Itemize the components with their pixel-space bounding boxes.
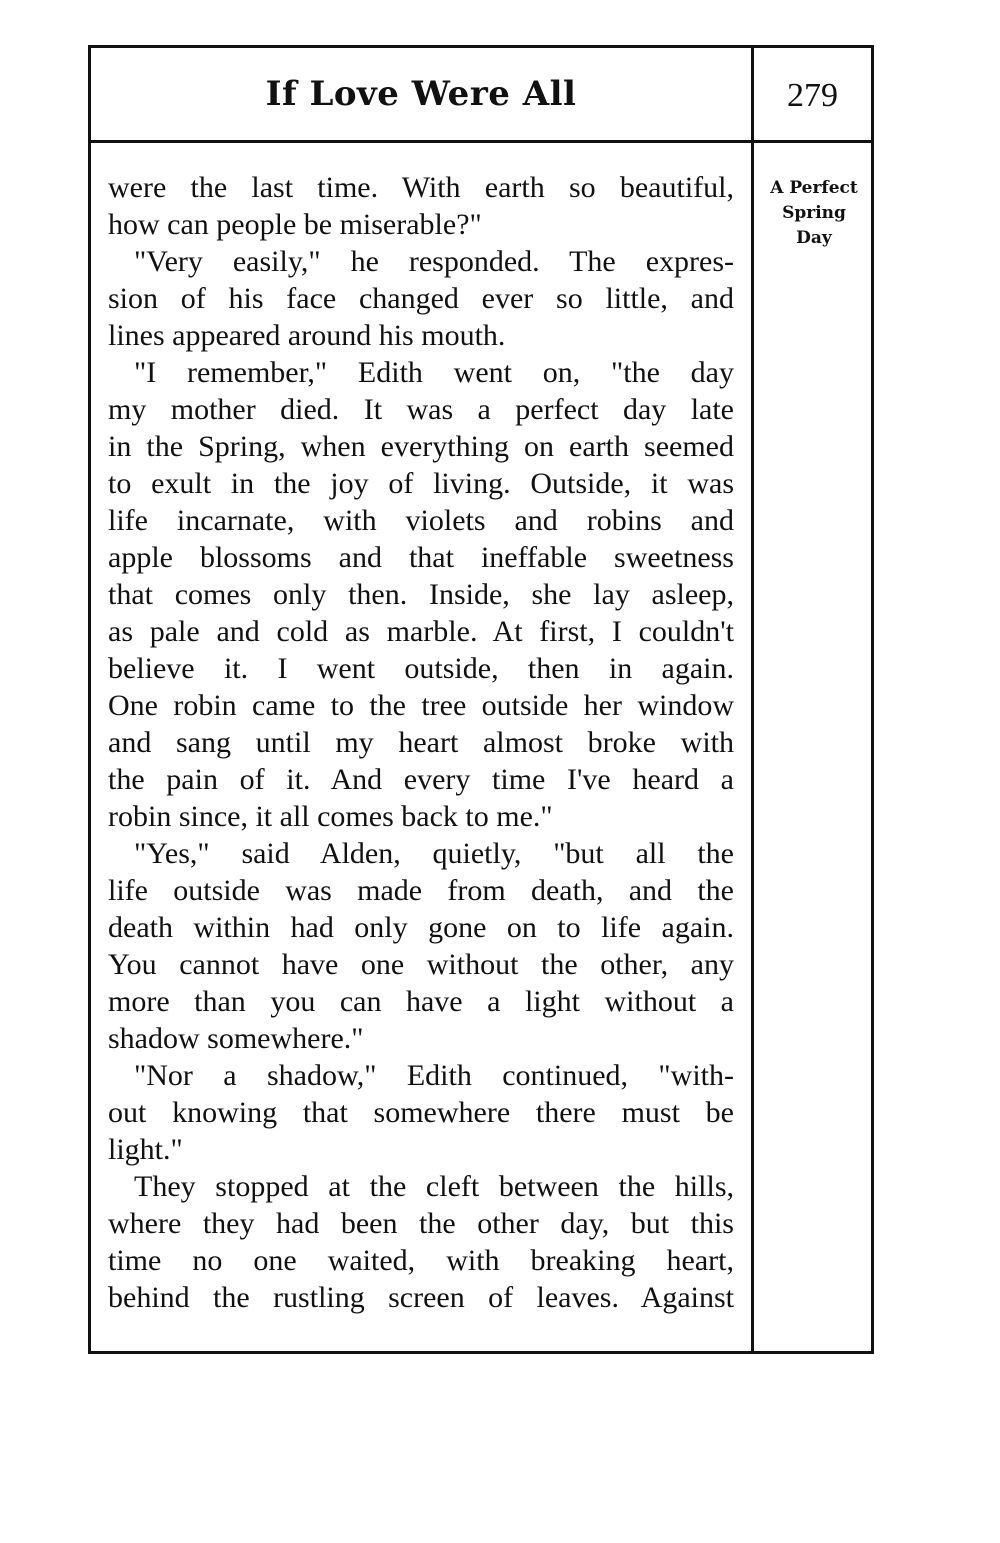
text-line: robin since, it all comes back to me." [108,800,553,833]
text-line: "I remember," Edith went on, "the day [134,356,734,389]
text-line: "Very easily," he responded. The expres- [134,245,734,278]
marginal-note-line: A Perfect [770,178,858,198]
body-text [108,169,734,1316]
text-line: believe it. I went outside, then in again. [108,652,734,685]
text-line: time no one waited, with breaking heart, [108,1244,734,1277]
text-line: One robin came to the tree outside her window [108,689,734,722]
text-line: death within had only gone on to life again. [108,911,734,944]
marginal-note-line: Day [796,228,832,248]
text-line: "Yes," said Alden, quietly, "but all the [134,837,734,870]
page-number: 279 [787,77,838,114]
text-line: apple blossoms and that ineffable sweetness [108,541,734,574]
text-line: They stopped at the cleft between the hills, [134,1170,734,1203]
text-line: that comes only then. Inside, she lay asleep, [108,578,734,611]
text-line: light." [108,1133,183,1166]
text-line: were the last time. With earth so beautiful, [108,171,734,204]
text-line: the pain of it. And every time I've heard a [108,763,734,796]
text-line: "Nor a shadow," Edith continued, "with- [134,1059,734,1092]
margin-divider [751,45,754,1354]
text-line: life incarnate, with violets and robins and [108,504,734,537]
text-line: as pale and cold as marble. At first, I couldn't [108,615,734,648]
text-line: shadow somewhere." [108,1022,364,1055]
marginal-note-line: Spring [782,203,846,223]
text-line: where they had been the other day, but this [108,1207,734,1240]
text-line: my mother died. It was a perfect day late [108,393,734,426]
text-line: behind the rustling screen of leaves. Against [108,1281,734,1314]
text-line: in the Spring, when everything on earth seemed [108,430,734,463]
text-line: more than you can have a light without a [108,985,734,1018]
marginal-note [756,176,872,251]
text-line: lines appeared around his mouth. [108,319,506,352]
text-line: sion of his face changed ever so little, and [108,282,734,315]
running-title: If Love Were All [265,74,577,114]
text-line: how can people be miserable?" [108,208,482,241]
text-line: and sang until my heart almost broke with [108,726,734,759]
text-line: out knowing that somewhere there must be [108,1096,734,1129]
header-divider [88,140,874,143]
text-line: You cannot have one without the other, any [108,948,734,981]
text-line: to exult in the joy of living. Outside, it was [108,467,734,500]
text-line: life outside was made from death, and the [108,874,734,907]
